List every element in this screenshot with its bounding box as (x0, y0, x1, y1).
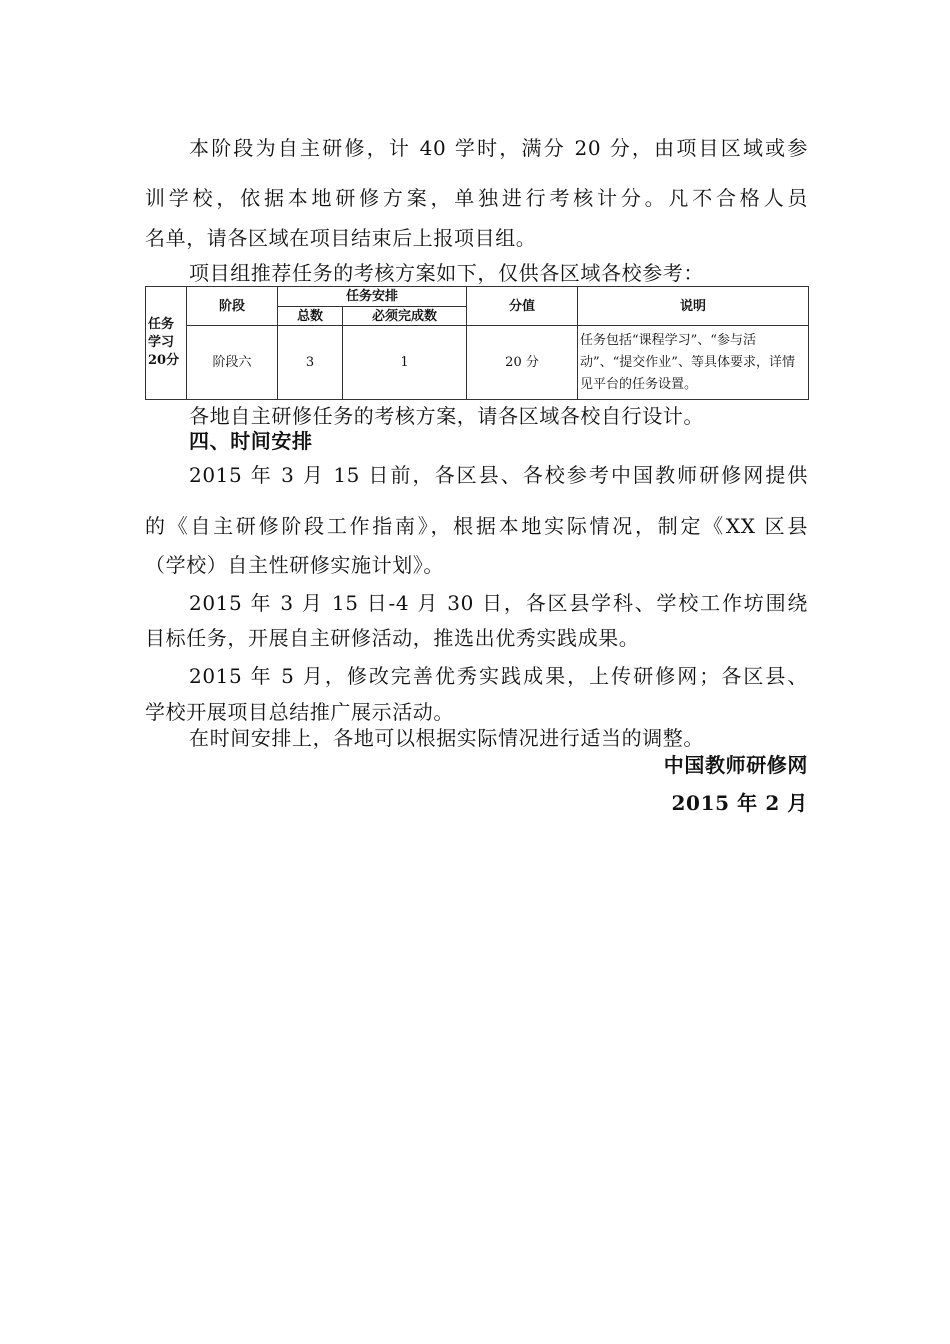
table-header-required: 必须完成数 (343, 307, 467, 326)
table-header-score: 分值 (467, 287, 578, 326)
paragraph-1-line-3: 名单，请各区域在项目结束后上报项目组。 (145, 226, 537, 250)
table-header-note: 说明 (578, 287, 809, 326)
paragraph-4-line-2: 的《自主研修阶段工作指南》，根据本地实际情况，制定《XX 区县 (145, 514, 808, 538)
paragraph-3: 各地自主研修任务的考核方案，请各区域各校自行设计。 (189, 404, 704, 428)
table-header-stage: 阶段 (187, 287, 278, 326)
paragraph-5-line-2: 目标任务，开展自主研修活动，推选出优秀实践成果。 (145, 626, 640, 650)
paragraph-6-line-2: 学校开展项目总结推广展示活动。 (145, 700, 454, 724)
table-cell-stage: 阶段六 (187, 326, 278, 400)
table-header-total: 总数 (278, 307, 343, 326)
paragraph-6-line-1: 2015 年 5 月，修改完善优秀实践成果，上传研修网；各区县、 (189, 664, 808, 688)
section-title: 四、时间安排 (189, 429, 313, 453)
signature-date: 2015 年 2 月 (671, 791, 808, 815)
document-page (145, 0, 808, 1344)
table-row-header: 任务学习20分 (146, 287, 187, 400)
paragraph-2: 项目组推荐任务的考核方案如下，仅供各区域各校参考： (189, 261, 704, 285)
paragraph-4-line-1: 2015 年 3 月 15 日前，各区县、各校参考中国教师研修网提供 (189, 463, 808, 487)
table-cell-required: 1 (343, 326, 467, 400)
paragraph-7: 在时间安排上，各地可以根据实际情况进行适当的调整。 (189, 726, 704, 750)
assessment-table (145, 286, 809, 400)
table-cell-note: 任务包括“课程学习”、“参与活动”、“提交作业”、等具体要求，详情见平台的任务设置。 (578, 326, 809, 400)
paragraph-1-line-1: 本阶段为自主研修，计 40 学时，满分 20 分，由项目区域或参 (189, 136, 808, 160)
paragraph-4-line-3: （学校）自主性研修实施计划》。 (145, 553, 444, 577)
signature-organization: 中国教师研修网 (663, 753, 808, 777)
table-header-tasks: 任务安排 (278, 287, 467, 307)
paragraph-1-line-2: 训学校，依据本地研修方案，单独进行考核计分。凡不合格人员 (145, 186, 808, 210)
table-cell-total: 3 (278, 326, 343, 400)
paragraph-5-line-1: 2015 年 3 月 15 日-4 月 30 日，各区县学科、学校工作坊围绕 (189, 591, 808, 615)
table-cell-score: 20 分 (467, 326, 578, 400)
